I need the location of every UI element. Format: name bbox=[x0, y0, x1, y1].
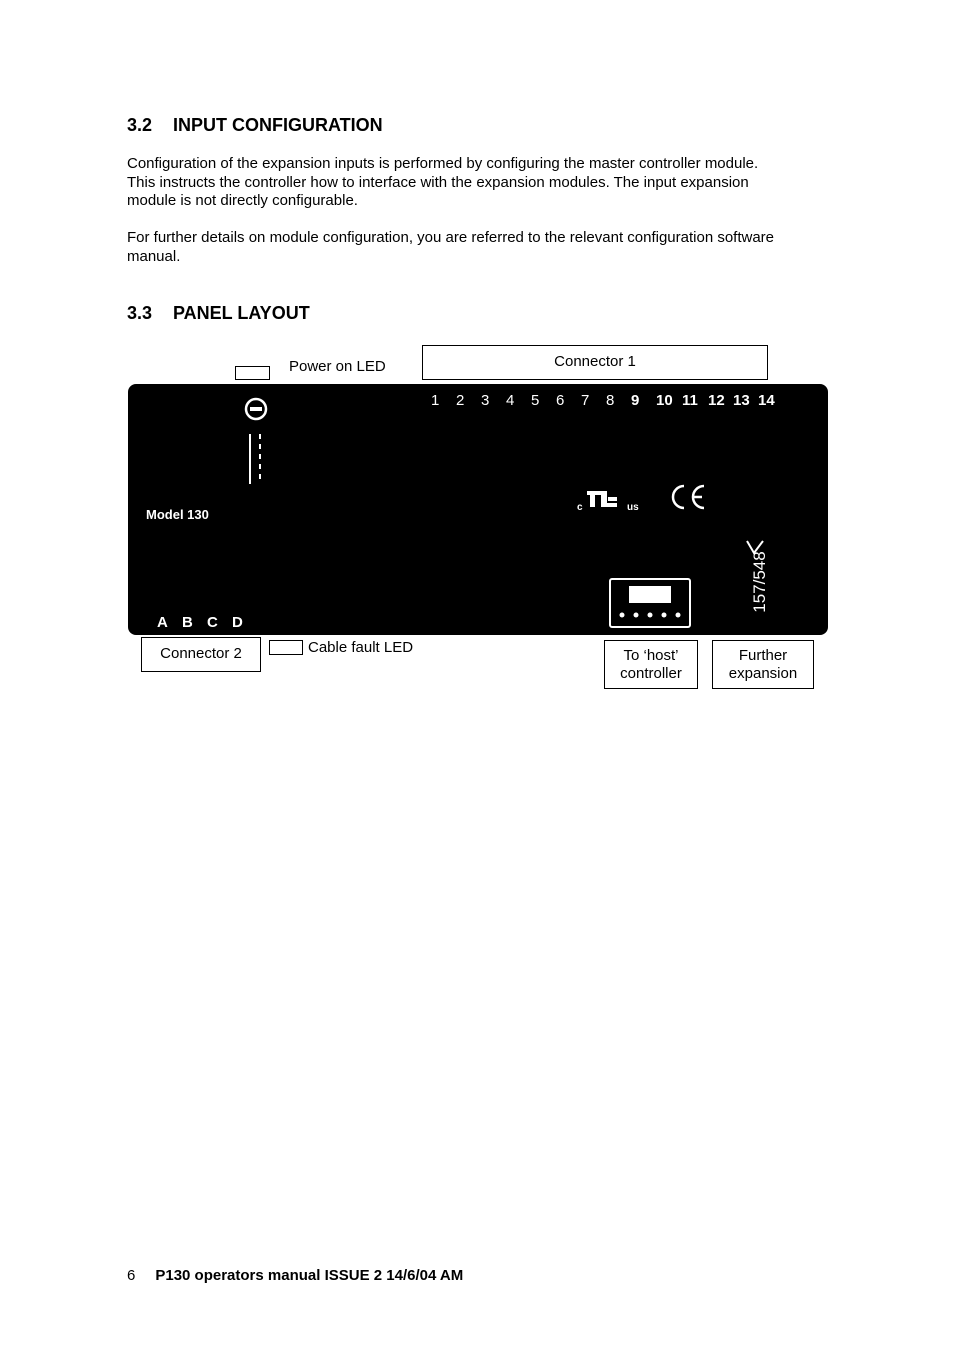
terminal-number: 9 bbox=[631, 392, 640, 409]
socket-pins-icon bbox=[617, 610, 687, 620]
power-led-indicator-box bbox=[235, 366, 270, 380]
page-number: 6 bbox=[127, 1267, 136, 1284]
label-line: controller bbox=[620, 665, 682, 682]
label-line: To ‘host’ bbox=[623, 647, 679, 664]
connector1-label: Connector 1 bbox=[554, 353, 636, 370]
page-footer bbox=[127, 1267, 463, 1284]
connector1-label-box bbox=[422, 345, 768, 380]
terminal-number: 11 bbox=[682, 392, 698, 409]
section-heading-panel-layout bbox=[127, 303, 310, 324]
terminal-number: 7 bbox=[581, 392, 590, 409]
terminal-letter: B bbox=[182, 614, 193, 631]
section-number: 3.2 bbox=[127, 115, 153, 135]
terminal-number: 6 bbox=[556, 392, 565, 409]
check-mark-icon bbox=[745, 537, 765, 559]
terminal-number: 4 bbox=[506, 392, 515, 409]
terminal-number: 13 bbox=[733, 392, 750, 409]
footer-text: P130 operators manual ISSUE 2 14/6/04 AM bbox=[155, 1267, 464, 1284]
svg-text:c: c bbox=[577, 502, 583, 513]
host-connector-socket bbox=[609, 578, 691, 628]
terminal-number: 10 bbox=[656, 392, 673, 409]
terminal-number: 1 bbox=[431, 392, 440, 409]
further-expansion-label-box bbox=[712, 640, 814, 689]
host-controller-label-box bbox=[604, 640, 698, 689]
terminal-number: 12 bbox=[708, 392, 725, 409]
paragraph-line: module is not directly configurable. bbox=[127, 192, 358, 209]
cable-fault-led-indicator-box bbox=[269, 640, 303, 655]
label-line: expansion bbox=[728, 665, 798, 682]
model-label: Model 130 bbox=[146, 507, 209, 522]
power-led-label: Power on LED bbox=[289, 358, 386, 375]
connector2-terminals bbox=[157, 614, 257, 632]
terminal-number: 14 bbox=[758, 392, 775, 409]
terminal-letter: A bbox=[157, 614, 168, 631]
paragraph-line: This instructs the controller how to interface with the expansion modules. The input expansion bbox=[127, 173, 749, 191]
paragraph-line: Configuration of the expansion inputs is performed by configuring the master controller module. bbox=[127, 155, 759, 172]
socket-window bbox=[629, 586, 671, 603]
terminal-letter: D bbox=[232, 614, 243, 631]
paragraph-line: manual. bbox=[127, 247, 181, 265]
section-title: INPUT CONFIGURATION bbox=[173, 115, 383, 135]
terminal-number: 5 bbox=[531, 392, 540, 409]
connector2-label: Connector 2 bbox=[160, 645, 242, 662]
terminal-number: 8 bbox=[606, 392, 615, 409]
paragraph-input-configuration bbox=[127, 155, 837, 211]
power-led-symbol-icon bbox=[243, 396, 273, 426]
section-heading-input-configuration bbox=[127, 115, 383, 136]
further-expansion-label bbox=[713, 647, 813, 683]
paragraph-further-details bbox=[127, 229, 837, 266]
connector2-label-box bbox=[141, 637, 261, 672]
divider-lines-icon bbox=[246, 434, 266, 489]
connector1-terminal-numbers bbox=[431, 392, 783, 410]
label-line: Further bbox=[738, 647, 788, 664]
terminal-number: 2 bbox=[456, 392, 465, 409]
ce-mark-icon bbox=[668, 482, 708, 512]
svg-text:us: us bbox=[627, 502, 639, 513]
cable-fault-led-label: Cable fault LED bbox=[308, 639, 414, 656]
section-number: 3.3 bbox=[127, 303, 153, 323]
section-title: PANEL LAYOUT bbox=[173, 303, 310, 323]
paragraph-line: For further details on module configuration, you are referred to the relevant configuration software bbox=[127, 229, 775, 246]
host-controller-label bbox=[605, 647, 697, 683]
ul-certification-icon bbox=[577, 485, 647, 515]
terminal-number: 3 bbox=[481, 392, 490, 409]
module-panel bbox=[128, 384, 828, 635]
terminal-letter: C bbox=[207, 614, 218, 631]
approval-code: 157/548 bbox=[750, 551, 769, 613]
